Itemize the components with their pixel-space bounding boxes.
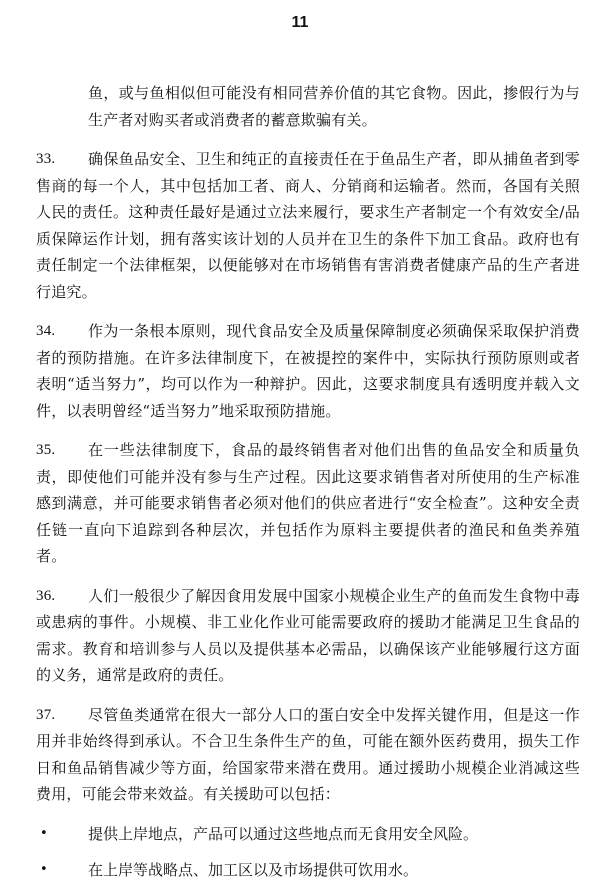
paragraph-number: 34. (36, 323, 56, 339)
bullet-text: 提供上岸地点，产品可以通过这些地点而无食用安全风险。 (88, 824, 479, 843)
paragraph-35 (36, 437, 580, 570)
bullet-icon: • (40, 825, 48, 841)
bullet-item (36, 821, 580, 847)
paragraph-number: 33. (36, 151, 56, 167)
paragraph-number: 36. (36, 587, 56, 604)
paragraph-text: 人们一般很少了解因食用发展中国家小规模企业生产的鱼而发生食物中毒或患病的事件。小规模、非工业化作业可能需要政府的援助才能满足卫生食品的需求。教育和培训参与人员以及提供基本必需品，以确保该产业能够履行这方面的义务，通常是政府的责任。 (36, 586, 580, 684)
paragraph-text: 在一些法律制度下，食品的最终销售者对他们出售的鱼品安全和质量负责，即使他们可能并没有参与生产过程。因此这要求销售者对所使用的生产标准感到满意，并可能要求销售者必须对他们的供应者进行“安全检查”。这种安全责任链一直向下追踪到各种层次，并包括作为原料主要提供者的渔民和鱼类养殖者。 (36, 441, 580, 565)
page-number: 11 (291, 14, 309, 31)
paragraph-text: 作为一条根本原则，现代食品安全及质量保障制度必须确保采取保护消费者的预防措施。在许多法律制度下，在被提控的案件中，实际执行预防原则或者表明“适当努力”，均可以作为一种辩护。因此，这要求制度具有透明度并载入文件，以表明曾经“适当努力”地采取预防措施。 (36, 322, 580, 420)
paragraph-number: 35. (36, 442, 56, 458)
paragraph-text: 确保鱼品安全、卫生和纯正的直接责任在于鱼品生产者，即从捕鱼者到零售商的每一个人，其中包括加工者、商人、分销商和运输者。然而，各国有关照人民的责任。这种责任最好是通过立法来履行，要求生产者制定一个有效安全/品质保障运作计划，拥有落实该计划的人员并在卫生的条件下加工食品。政府也有责任制定一个法律框架，以便能够对在市场销售有害消费者健康产品的生产者进行追究。 (36, 150, 580, 301)
paragraph-34 (36, 318, 580, 424)
paragraph-36 (36, 583, 580, 689)
paragraph-33 (36, 146, 580, 305)
bullet-item (36, 857, 580, 883)
bullet-icon: • (40, 861, 48, 877)
bullet-text: 在上岸等战略点、加工区以及市场提供可饮用水。 (88, 860, 419, 879)
paragraph-37 (36, 702, 580, 808)
continuation-paragraph: 鱼，或与鱼相似但可能没有相同营养价值的其它食物。因此，掺假行为与生产者对购买者或消费者的蓄意欺骗有关。 (88, 84, 580, 129)
paragraph-number: 37. (36, 706, 56, 723)
document-body (36, 80, 580, 893)
paragraph-text: 尽管鱼类通常在很大一部分人口的蛋白安全中发挥关键作用，但是这一作用并非始终得到承认。不合卫生条件生产的鱼，可能在额外医药费用，损失工作日和鱼品销售减少等方面，给国家带来潜在费用。通过援助小规模企业消减这些费用，可能会带来效益。有关援助可以包括： (36, 705, 580, 803)
